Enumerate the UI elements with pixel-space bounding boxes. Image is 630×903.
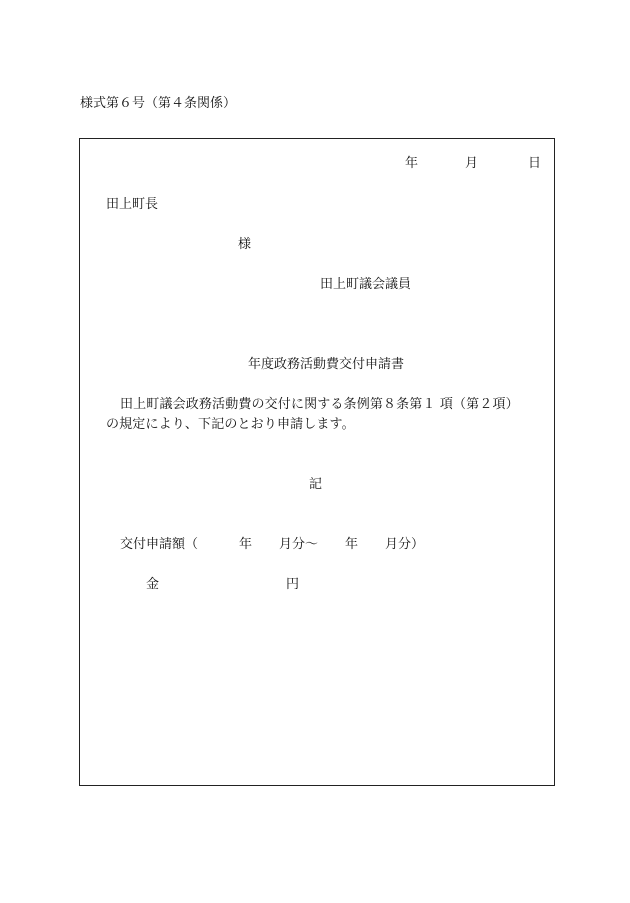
amount-label: 交付申請額（	[120, 537, 199, 552]
date-day-label: 日	[528, 156, 542, 171]
body-text-line-1: 田上町議会政務活動費の交付に関する条例第８条第１ 項（第２項）	[120, 397, 519, 412]
honorific-sama: 様	[238, 237, 252, 252]
date-month-label: 月	[465, 156, 479, 171]
period-end-year: 年	[345, 537, 359, 552]
addressee: 田上町長	[106, 197, 159, 212]
body-text-line-2: の規定により、下記のとおり申請します。	[106, 417, 355, 432]
ki-heading: 記	[309, 477, 323, 492]
amount-yen-label: 円	[286, 577, 300, 592]
period-start-year: 年	[239, 537, 253, 552]
period-start-month: 月分〜	[279, 537, 319, 552]
period-end-month: 月分）	[385, 537, 425, 552]
applicant-title: 田上町議会議員	[320, 277, 412, 292]
amount-kin-label: 金	[146, 577, 160, 592]
document-title: 年度政務活動費交付申請書	[248, 357, 405, 372]
form-number-label: 様式第６号（第４条関係）	[80, 96, 237, 111]
form-frame	[79, 138, 555, 786]
date-year-label: 年	[405, 156, 419, 171]
